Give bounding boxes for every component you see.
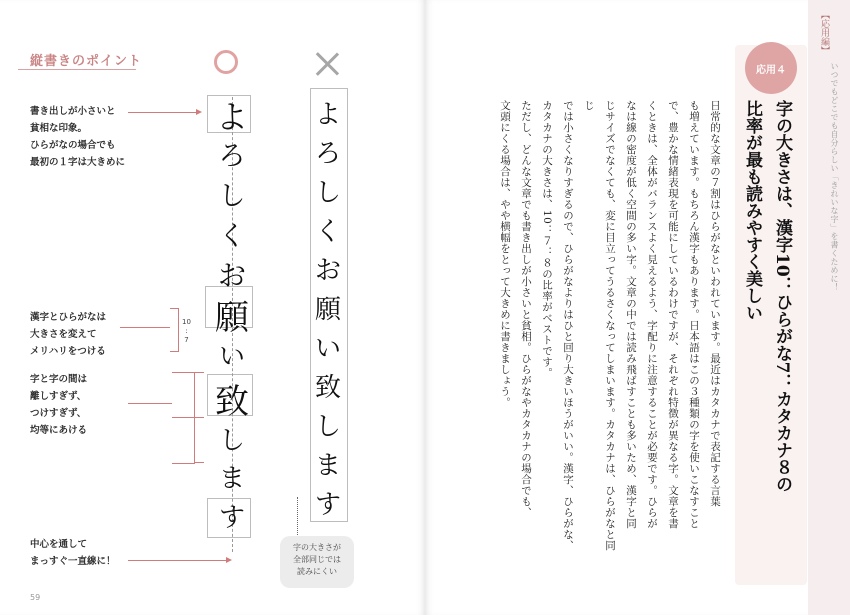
pointer-line (120, 327, 170, 328)
note-center-line (30, 536, 116, 570)
body-line: 日常的な文章の７割はひらがなといわれています。最近はカタカナで表記する言葉 (709, 100, 721, 507)
body-line: なは線の密度が低く空間の多い字。文章の中では読み飛ばすことも多いため、漢字と同 (625, 100, 637, 529)
note-line: メリハリをつける (30, 346, 106, 357)
bad-char: よ (314, 100, 341, 130)
section-heading (737, 100, 797, 570)
note-spacing (30, 371, 87, 439)
note-line: 離しすぎず、 (30, 391, 87, 402)
pointer-line (194, 462, 204, 463)
note-line: 中心を通して (30, 539, 88, 550)
note-size-contrast (30, 309, 106, 360)
section-rule (18, 69, 136, 70)
body-line: では小さくなりすぎるので、ひらがなよりはひと回り大きいほうがいい。漢字、ひらがな、 (562, 100, 574, 551)
good-char: し (218, 181, 246, 212)
good-char: 願 (215, 298, 249, 338)
bad-char: く (314, 217, 341, 247)
good-char: よ (215, 98, 248, 136)
bad-cross-icon (315, 52, 339, 76)
bubble-line: 全部同じでは (293, 555, 341, 564)
bubble-line: 読みにくい (297, 567, 337, 576)
bad-char: す (314, 490, 341, 520)
heading-line: 字の大きさは、漢字10：ひらがな7：カタカナ８の (772, 100, 792, 493)
good-char: ろ (218, 141, 246, 172)
page-number: 59 (30, 593, 41, 602)
bad-char: ま (314, 451, 341, 481)
note-small-start (30, 103, 125, 171)
pointer-line (128, 112, 196, 113)
tab-subtitle: いつでもどこでも自分らしい「きれいな字」を書くために！ (830, 62, 839, 292)
bad-example-column (308, 90, 348, 520)
note-line: 最初の１字は大きめに (30, 157, 126, 168)
arrow-icon (196, 109, 202, 115)
pointer-line (194, 372, 204, 373)
section-badge: 応用４ (745, 42, 797, 94)
note-line: 大きさを変えて (30, 329, 97, 340)
ratio-sep: : (185, 327, 188, 335)
bracket (172, 372, 195, 464)
note-line: 漢字とひらがなは (30, 312, 107, 323)
arrow-icon (226, 557, 232, 563)
note-line: 貧相な印象。 (30, 123, 88, 134)
note-line: つけすぎず、 (30, 408, 87, 419)
note-line: 均等にあける (30, 425, 88, 436)
heading-line: 比率が最も読みやすく美しい (742, 100, 762, 321)
bubble-line: 字の大きさが (293, 543, 341, 552)
good-char: ま (218, 464, 245, 494)
ratio-kanji: 10 (182, 318, 191, 326)
bad-char: 願 (314, 295, 341, 325)
bad-char: お (314, 256, 341, 286)
good-char: し (218, 426, 245, 456)
pointer-line (128, 403, 172, 404)
body-line: じサイズでなくても、変に目立ってうるさくなってしまいます。カタカナは、ひらがなと同じ (583, 100, 616, 551)
body-line: カタカナの大きさは、10：７：８の比率がベストです。 (541, 100, 553, 379)
bad-char: し (314, 178, 341, 208)
bad-char: い (314, 334, 341, 364)
body-line: くときは、全体がバランスよく見えるよう、字配りに注意することが必要です。ひらが (646, 100, 658, 529)
good-example-column (207, 90, 257, 550)
speech-bubble (280, 536, 354, 588)
note-line: ひらがなの場合でも (30, 140, 116, 151)
good-circle-icon (214, 50, 238, 74)
good-char: す (218, 503, 245, 533)
bad-char: ろ (314, 139, 341, 169)
note-line: 書き出しが小さいと (30, 106, 116, 117)
ratio-label (182, 318, 191, 345)
ratio-hiragana: 7 (184, 336, 189, 344)
body-line: も増えています。もちろん漢字もあります。日本語はこの３種類の字を使いこなすこと (688, 100, 700, 529)
note-line: 字と字の間は (30, 374, 88, 385)
section-title: 縦書きのポイント (30, 54, 143, 69)
dotted-pointer (297, 497, 298, 535)
body-line: で、豊かな情緒表現を可能にしているわけですが、それぞれ特徴が異なる字。文章を書 (667, 100, 679, 529)
bad-char: し (314, 412, 341, 442)
pointer-line (128, 560, 226, 561)
note-line: まっすぐ一直線に！ (30, 556, 116, 567)
tab-heading: 【応用編】 (819, 10, 829, 55)
bracket-tick (172, 417, 194, 418)
good-char: く (218, 221, 246, 252)
good-char: お (217, 259, 246, 292)
good-char: い (218, 342, 245, 372)
body-line: 文頭にくる場合は、やや横幅をとって大きめに書きましょう。 (499, 100, 511, 408)
body-text (465, 100, 725, 560)
bad-char: 致 (314, 373, 341, 403)
bracket (170, 308, 179, 352)
body-line: ただし、どんな文章でも書き出しが小さいと貧相。ひらがなやカタカナの場合でも、 (520, 100, 532, 518)
pointer-line (194, 417, 204, 418)
good-char: 致 (215, 382, 249, 422)
